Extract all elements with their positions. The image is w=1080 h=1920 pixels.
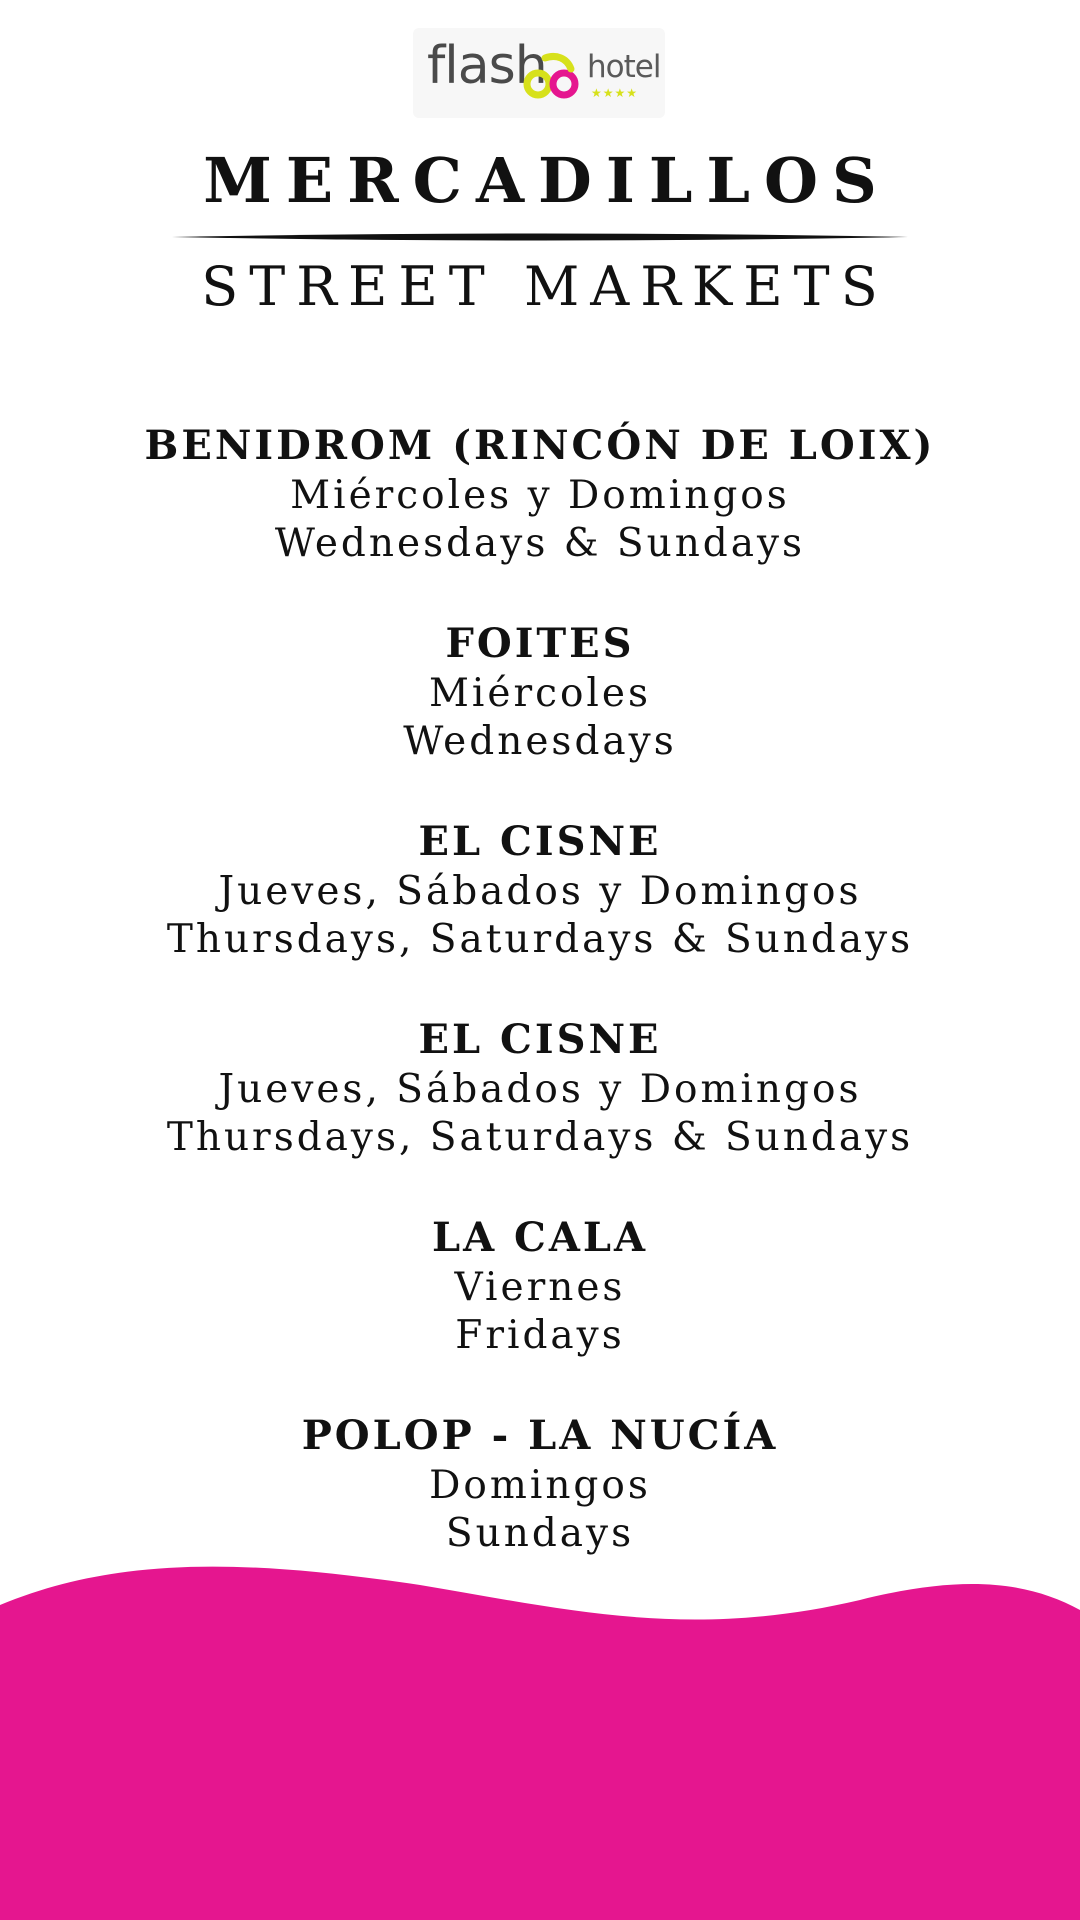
- market-list: [0, 420, 1080, 1608]
- market-day-es: Viernes: [454, 1265, 626, 1310]
- logo-stars: ★★★★: [591, 86, 639, 100]
- market-item: [0, 1014, 1080, 1212]
- hotel-logo: [413, 28, 665, 118]
- market-day-en: Fridays: [455, 1313, 625, 1358]
- logo-wordmark-flash: flash: [427, 36, 547, 96]
- market-item: [0, 618, 1080, 816]
- market-day-en: Wednesdays & Sundays: [274, 521, 806, 566]
- pink-wave-footer: [0, 1565, 1080, 1920]
- market-day-es: Domingos: [429, 1463, 651, 1508]
- market-day-en: Sundays: [445, 1511, 635, 1556]
- page-subtitle: STREET MARKETS: [201, 255, 889, 318]
- logo-mark-icon: [521, 50, 587, 108]
- market-name: EL CISNE: [418, 818, 662, 865]
- market-day-en: Thursdays, Saturdays & Sundays: [166, 1115, 914, 1160]
- market-item: [0, 1212, 1080, 1410]
- market-item: [0, 816, 1080, 1014]
- market-name: BENIDROM (RINCÓN DE LOIX): [144, 422, 936, 469]
- market-day-es: Miércoles y Domingos: [290, 473, 790, 518]
- market-day-es: Jueves, Sábados y Domingos: [218, 1067, 862, 1112]
- title-divider: [172, 232, 908, 242]
- market-day-es: Jueves, Sábados y Domingos: [218, 869, 862, 914]
- market-name: LA CALA: [431, 1214, 649, 1261]
- market-name: EL CISNE: [418, 1016, 662, 1063]
- market-day-es: Miércoles: [428, 671, 652, 716]
- market-name: POLOP - LA NUCÍA: [301, 1412, 779, 1459]
- logo-wordmark-hotel: hotel: [587, 49, 661, 85]
- market-name: FOITES: [445, 620, 635, 667]
- market-item: [0, 420, 1080, 618]
- page-title: MERCADILLOS: [203, 144, 891, 217]
- pink-wave-shape: [0, 1567, 1080, 1920]
- market-day-en: Thursdays, Saturdays & Sundays: [166, 917, 914, 962]
- market-day-en: Wednesdays: [403, 719, 677, 764]
